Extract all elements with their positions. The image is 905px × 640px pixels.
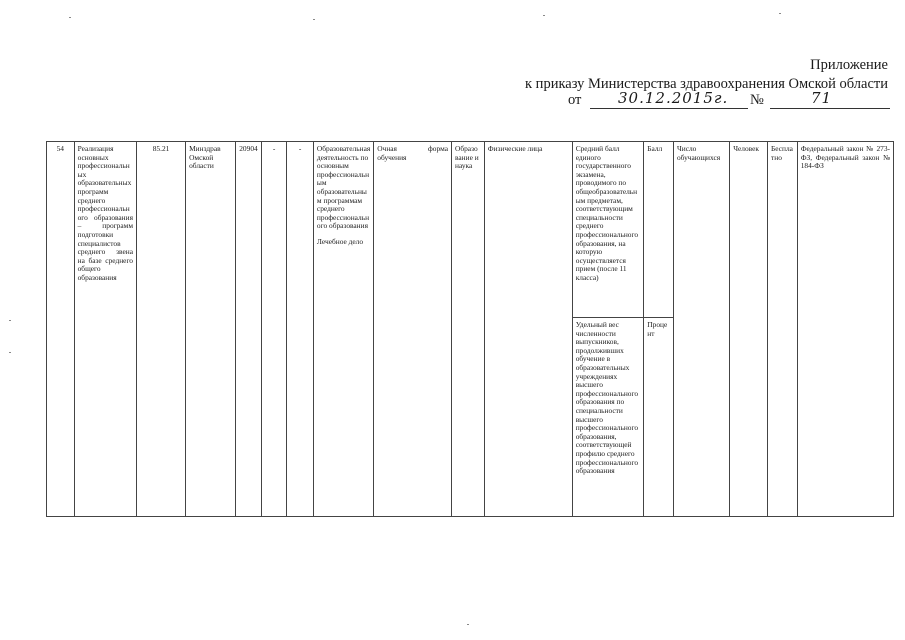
dash-cell: -: [261, 142, 287, 517]
indicator-unit: Балл: [644, 142, 674, 318]
number-underline: [770, 108, 890, 109]
service-name: Реализация основных профессиональных образовательных программ среднего профессионального образования – программ подготовки специалистов среднего звена на базе среднего общего образования: [74, 142, 136, 517]
scan-speck: [779, 13, 781, 14]
volume-unit: Человек: [730, 142, 768, 517]
service-content-cell: [313, 142, 373, 517]
scan-speck: [9, 352, 11, 353]
date-prefix: от: [568, 92, 582, 108]
service-content: Образовательная деятельность по основным профессиональным образовательным программам среднего профессионального образования: [316, 144, 371, 231]
row-number: 54: [47, 142, 75, 517]
services-register-table: [46, 141, 894, 517]
scan-speck: [9, 320, 11, 321]
specialty-name: Лечебное дело: [316, 236, 364, 246]
dash-cell: -: [287, 142, 314, 517]
consumer-category: Физические лица: [484, 142, 572, 517]
scan-speck: [69, 17, 71, 18]
scan-speck: [313, 19, 315, 20]
appendix-subtitle: к приказу Министерства здравоохранения Омской области: [525, 76, 888, 92]
volume-indicator: Число обучающихся: [673, 142, 729, 517]
appendix-title: Приложение: [810, 57, 888, 73]
okved-code: 85.21: [137, 142, 186, 517]
activity-sphere: Образование и наука: [452, 142, 485, 517]
quality-indicator: Удельный вес численности выпускников, продолживших обучение в образовательных учреждениях высшего профессионального образования по специальности высшего профессионального образования, соответствующей профилю среднего профессионального образования: [572, 318, 644, 517]
date-value: 30.12.2015г.: [618, 89, 729, 107]
indicator-unit: Процент: [644, 318, 674, 517]
authority-code: 20904: [236, 142, 262, 517]
scan-speck: [467, 624, 469, 625]
table-row: [47, 142, 894, 318]
legal-basis: Федеральный закон № 273-ФЗ, Федеральный закон № 184-ФЗ: [797, 142, 893, 517]
payment-type: Бесплатно: [768, 142, 798, 517]
number-value: 71: [811, 89, 833, 107]
number-sign: №: [750, 92, 764, 108]
quality-indicator: Средний балл единого государственного экзамена, проводимого по общеобразовательным предметам, соответствующим специальности среднего профессионального образования, на которую осуществляется прием (после 11 класса): [572, 142, 644, 318]
date-underline: [590, 108, 748, 109]
order-date-line: [568, 89, 893, 112]
scan-speck: [543, 15, 545, 16]
education-form: Очная форма обучения: [374, 142, 452, 517]
authority-name: Минздрав Омской области: [186, 142, 236, 517]
